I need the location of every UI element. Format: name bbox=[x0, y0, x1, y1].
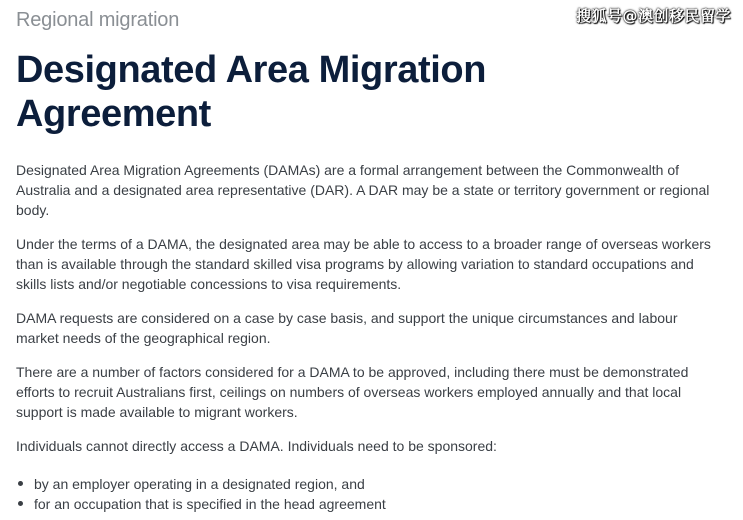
watermark: 搜狐号@澳创移民留学 bbox=[575, 7, 731, 25]
list-item-text: by an employer operating in a designated region, and bbox=[34, 476, 365, 492]
paragraph-intro: Designated Area Migration Agreements (DAMAs) are a formal arrangement between the Commonwealth of Australia and a designated area representative (DAR). A DAR may be a state or territory government or regional body. bbox=[16, 162, 710, 218]
page-title: Designated Area Migration Agreement bbox=[16, 49, 487, 135]
list-item-text: for an occupation that is specified in the head agreement bbox=[34, 496, 386, 512]
paragraph-requests: DAMA requests are considered on a case by case basis, and support the unique circumstances and labour market needs of the geographical region. bbox=[16, 310, 678, 346]
list-item bbox=[34, 494, 716, 514]
paragraph-terms: Under the terms of a DAMA, the designated area may be able to access to a broader range of overseas workers than is available through the standard skilled visa programs by allowing variation to standard occupations and skills lists and/or negotiable concessions to visa requirements. bbox=[16, 236, 711, 292]
section-label: Regional migration bbox=[16, 9, 180, 31]
paragraph-sponsorship: Individuals cannot directly access a DAMA. Individuals need to be sponsored: bbox=[16, 438, 497, 454]
article-body bbox=[16, 160, 716, 456]
sponsorship-list bbox=[16, 474, 716, 514]
article bbox=[16, 0, 716, 514]
list-item bbox=[34, 474, 716, 494]
paragraph-factors: There are a number of factors considered for a DAMA to be approved, including there must be demonstrated efforts to recruit Australians first, ceilings on numbers of overseas workers employed annually and that local support is made available to migrant workers. bbox=[16, 364, 689, 420]
bullet-icon bbox=[18, 501, 23, 506]
bullet-icon bbox=[18, 481, 23, 486]
